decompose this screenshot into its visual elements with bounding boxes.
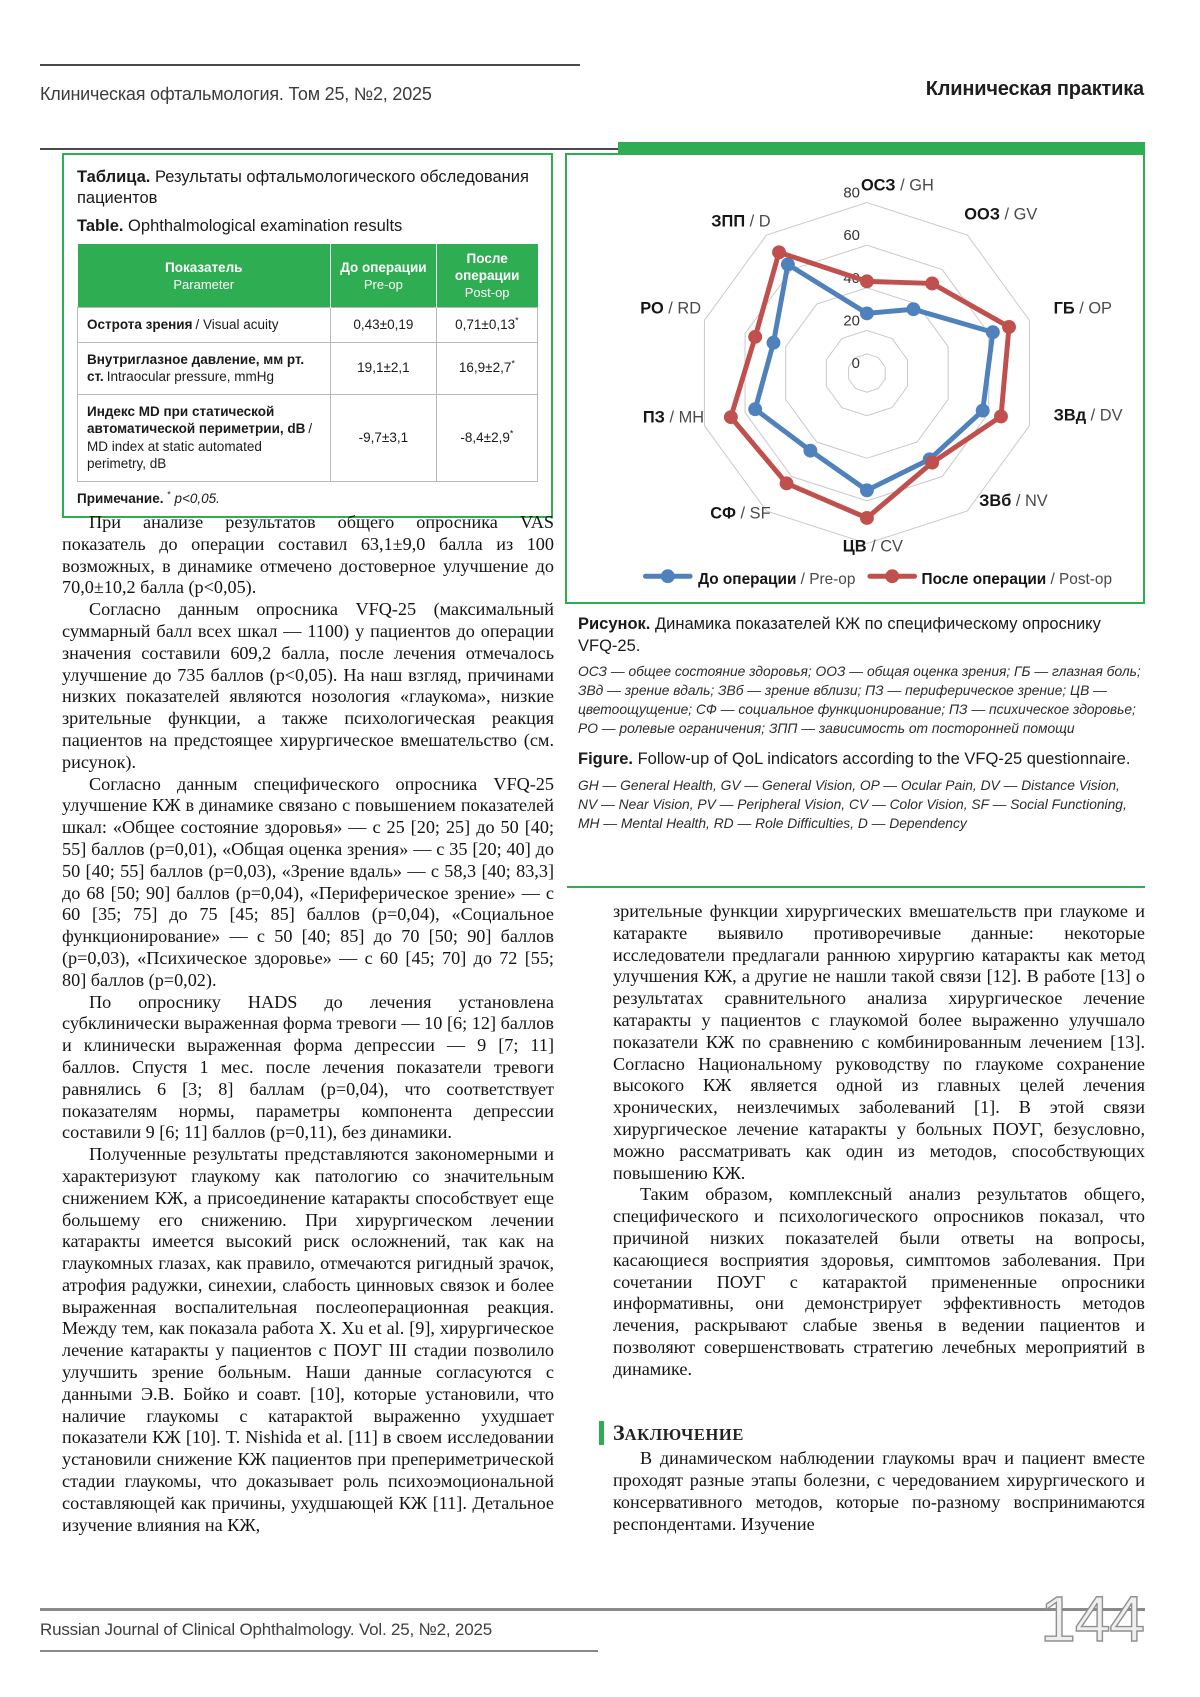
table-note xyxy=(77,491,538,506)
figure-caption-en-text: Follow-up of QoL indicators according to the VFQ-25 questionnaire. xyxy=(633,750,1131,768)
legend-item xyxy=(645,569,855,588)
grid-ring xyxy=(826,330,907,415)
figure-separator-line xyxy=(567,886,1145,888)
radar-data-point xyxy=(906,302,920,316)
paragraph: В динамическом наблюдении глаукомы врач и пациент вместе проходят разные этапы болезни, с чередованием хирургического и консервативного методов, которые по-разному воспринимаются респондентами. Изучение xyxy=(613,1448,1145,1534)
paragraph: Таким образом, комплексный анализ результатов общего, специфического и психологического опросников показал, что причиной низких показателей были ответы на вопросы, касающиеся восприятия здоровья, симптомов заболевания. При сочетании ПОУГ с катарактой примененные опросники информативны, они демонстрирует эффективность методов лечения, раскрывают слабые звенья в ведении пациентов и позволяют совершенствовать стратегию лечебных мероприятий в динамике. xyxy=(613,1184,1145,1379)
figure-block xyxy=(565,153,1145,604)
radar-data-point xyxy=(767,336,781,350)
figure-caption-ru xyxy=(578,614,1142,657)
table-title-ru-text: Результаты офтальмологического обследования пациентов xyxy=(77,168,529,207)
radar-data-point xyxy=(1002,320,1016,334)
table-header-row xyxy=(78,244,538,308)
table-note-text: p<0,05. xyxy=(170,490,220,506)
axis-tick-label: 20 xyxy=(843,313,860,330)
body-column-left xyxy=(62,512,554,1536)
radar-data-point xyxy=(986,325,1000,339)
radar-data-point xyxy=(925,456,939,470)
paragraph: Согласно данным специфического опросника VFQ-25 улучшение КЖ в динамике связано с повышением показателей шкал: «Общее состояние здоровья» — с 25 [20; 25] до 50 [40; 55] баллов (p=0,01), «Общая оценка зрения» — с 35 [20; 40] до 50 [40; 55] баллов (p=0,03), «Зрение вдаль» — с 58,3 [40; 83,3] до 68 [50; 90] баллов (p=0,04), «Периферическое зрение» — с 60 [35; 75] до 75 [45; 85] баллов (p=0,04), «Социальное функционирование» — с 50 [40; 85] до 70 [50; 90] баллов (p=0,03), «Психическое здоровье» — с 60 [45; 70] до 72 [55; 80] баллов (p=0,02). xyxy=(62,773,554,990)
axis-tick-label: 0 xyxy=(851,356,860,373)
pre-op-value: 0,43±0,19 xyxy=(331,308,437,343)
radar-data-point xyxy=(860,511,874,525)
results-table xyxy=(77,244,538,482)
table-title-ru xyxy=(77,167,538,209)
parameter-cell: Индекс MD при статической автоматической периметрии, dB / MD index at static automated perimetry, dB xyxy=(78,394,331,481)
table-title-en xyxy=(77,216,538,237)
figure-captions xyxy=(578,614,1142,833)
table-column-header: После операции Post-op xyxy=(436,244,537,308)
table-block xyxy=(62,153,553,518)
radar-axis-label: ЦВ / CV xyxy=(842,537,903,556)
footer-rule-top xyxy=(40,1608,1145,1611)
post-op-value: 16,9±2,7* xyxy=(436,342,537,394)
legend-dot xyxy=(885,569,899,583)
figure-caption-ru-text: Динамика показателей КЖ по специфическому опроснику VFQ-25. xyxy=(578,615,1101,655)
radar-data-point xyxy=(803,444,817,458)
table-row xyxy=(78,394,538,481)
radar-data-point xyxy=(772,245,786,259)
paragraph: При анализе результатов общего опросника VAS показатель до операции составил 63,1±9,0 балла из 100 возможных, в динамике отмечено достоверное улучшение до 70,0±10,2 балла (p<0,05). xyxy=(62,512,554,598)
page-number: 144 xyxy=(1040,1583,1144,1655)
paragraph: Согласно данным опросника VFQ-25 (максимальный суммарный балл всех шкал — 1100) у пациентов до операции значения составили 609,2 балла, после лечения отмечалось улучшение до 735 баллов (p<0,05). На наш взгляд, причинами низких показателей являются нозология «глаукома», низкие зрительные функции, а также психологическая реакция пациентов на предстоящее хирургическое вмешательство (см. рисунок). xyxy=(62,599,554,772)
figure-caption-en-label: Figure. xyxy=(578,750,634,768)
table-row xyxy=(78,342,538,394)
radar-axis-label: СФ / SF xyxy=(710,504,771,523)
axis-tick-label: 40 xyxy=(843,270,860,287)
pre-op-value: 19,1±2,1 xyxy=(331,342,437,394)
footer-journal-title: Russian Journal of Clinical Ophthalmology. Vol. 25, №2, 2025 xyxy=(40,1620,492,1639)
post-op-value: -8,4±2,9* xyxy=(436,394,537,481)
legend-item xyxy=(870,569,1112,588)
conclusion-heading: ЗАКЛЮЧЕНИЕ xyxy=(599,1421,1145,1446)
table-column-header: Показатель Parameter xyxy=(78,244,331,308)
radar-data-point xyxy=(781,257,795,271)
figure-notes-en: GH — General Health, GV — General Vision, OP — Ocular Pain, DV — Distance Vision, NV — Near Vision, PV — Peripheral Vision, CV — Color Vision, SF — Social Functioning, MH — Mental Health, RD — Role Difficulties, D — Dependency xyxy=(578,777,1127,831)
table-note-star: * xyxy=(167,489,171,499)
header-section-title: Клиническая практика xyxy=(925,78,1144,100)
radar-data-point xyxy=(748,330,762,344)
radar-data-point xyxy=(860,483,874,497)
pre-op-value: -9,7±3,1 xyxy=(331,394,437,481)
table-note-label: Примечание. xyxy=(77,490,164,506)
table-title-en-text: Ophthalmological examination results xyxy=(123,217,403,235)
axis-tick-label: 60 xyxy=(843,228,860,245)
figure-caption-en xyxy=(578,749,1142,771)
parameter-cell: Острота зрения / Visual acuity xyxy=(78,308,331,343)
header-rule-bottom xyxy=(40,148,618,150)
radar-axis-label: РО / RD xyxy=(640,299,702,318)
footer-rule-bottom xyxy=(40,1650,598,1652)
legend-label: До операции / Pre-op xyxy=(698,571,856,589)
radar-data-point xyxy=(994,410,1008,424)
radar-data-point xyxy=(748,402,762,416)
header-journal-title: Клиническая офтальмология. Том 25, №2, 2025 xyxy=(40,84,432,104)
paragraph: зрительные функции хирургических вмешательств при глаукоме и катаракте выявило противоречивые данные: некоторые исследователи предлагали раннюю хирургию катаракты как метод улучшения КЖ, а другие не нашли такой связи [12]. В работе [13] о результатах сравнительного анализа хирургическое лечение катаракты у пациентов с глаукомой более выраженно улучшало показатели КЖ по сравнению с комбинированным лечением [13]. Согласно Национальному руководству по глаукоме сохранение высокого КЖ является одной из главных целей лечения хронических, неизлечимых заболеваний [1]. В этой связи хирургическое лечение катаракты у больных ПОУГ, безусловно, можно рассматривать как один из методов, способствующих повышению КЖ. xyxy=(613,901,1145,1183)
radar-axis-label: ГБ / OP xyxy=(1053,299,1113,318)
table-row xyxy=(78,308,538,343)
radar-axis-label: ЗВб / NV xyxy=(979,491,1048,510)
paragraph: По опроснику HADS до лечения установлена субклинически выраженная форма тревоги — 10 [6; 12] баллов и клинически выраженная форма депрессии — 9 [7; 11] баллов. Спустя 1 мес. после лечения показатели тревоги равнялись 6 [3; 8] баллам (p=0,04), что соответствует показателям нормы, параметры компонента депрессии составили 9 [6; 11] баллов (p=0,11), без динамики. xyxy=(62,991,554,1143)
post-op-value: 0,71±0,13* xyxy=(436,308,537,343)
legend-dot xyxy=(661,569,675,583)
figure-caption-ru-label: Рисунок. xyxy=(578,615,651,633)
radar-axis-label: ЗПП / D xyxy=(711,212,771,231)
parameter-cell: Внутриглазное давление, мм рт. ст. Intraocular pressure, mmHg xyxy=(78,342,331,394)
table-title-en-label: Table. xyxy=(77,217,124,235)
figure-notes-ru: ОСЗ — общее состояние здоровья; ООЗ — общая оценка зрения; ГБ — глазная боль; ЗВд — зрение вдаль; ЗВб — зрение вблизи; ПЗ — периферическое зрение; ЦВ — цветоощущение; СФ — социальное функционирование; ПЗ — психическое здоровье; РО — ролевые ограничения; ЗПП — зависимость от посторонней помощи xyxy=(578,664,1141,736)
table-title-ru-label: Таблица. xyxy=(77,168,151,186)
radar-axis-label: ООЗ / GV xyxy=(964,205,1038,224)
table-column-header: До операции Pre-op xyxy=(331,244,437,308)
radar-chart xyxy=(567,155,1143,602)
radar-data-point xyxy=(780,476,794,490)
radar-data-point xyxy=(860,306,874,320)
radar-data-point xyxy=(860,274,874,288)
radar-series-line xyxy=(731,252,1009,518)
radar-axis-label: ПЗ / MH xyxy=(642,408,705,427)
paragraph: Полученные результаты представляются закономерными и характеризуют глаукому как патологию со значительным снижением КЖ, а присоединение катаракты способствует еще большему его снижению. При хирургическом лечении катаракты имеется высокий риск осложнений, так как на глаукомных глазах, как правило, отмечаются ригидный зрачок, атрофия радужки, синехии, слабость цинновых связок и более выраженная воспалительная послеоперационная реакция. Между тем, как показала работа X. Xu et al. [9], хирургическое лечение катаракты у пациентов с ПОУГ III стадии позволило улучшить зрение больным. Наши данные согласуются с данными Э.В. Бойко и соавт. [10], которые установили, что наличие глаукомы с катарактой выраженно ухудшает показатели КЖ [10]. T. Nishida et al. [11] в своем исследовании установили снижение КЖ пациентов при препериметрической стадии глаукомы, что доказывает роль психоэмоциональной составляющей как причины, ухудшающей КЖ [11]. Детальное изучение влияния на КЖ, xyxy=(62,1144,554,1535)
radar-data-point xyxy=(976,404,990,418)
radar-data-point xyxy=(925,277,939,291)
radar-axis-label: ЗВд / DV xyxy=(1053,406,1123,425)
header-rule-top xyxy=(40,64,580,66)
axis-tick-label: 80 xyxy=(843,185,860,202)
legend-label: После операции / Post-op xyxy=(921,571,1113,589)
radar-data-point xyxy=(724,410,738,424)
radar-axis-label: ОСЗ / GH xyxy=(860,176,934,195)
body-column-right xyxy=(613,901,1145,1536)
